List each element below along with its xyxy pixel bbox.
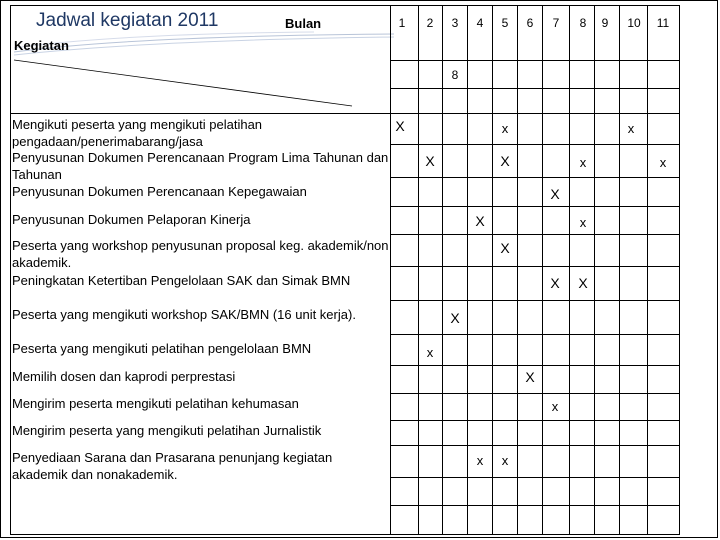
- activity-row: Mengikuti peserta yang mengikuti pelatihan pengadaan/penerimabarang/jasa: [12, 117, 263, 149]
- schedule-mark: X: [550, 186, 560, 202]
- month-header-4: 4: [476, 16, 484, 30]
- month-header-3: 3: [451, 16, 459, 30]
- schedule-mark: x: [627, 121, 635, 136]
- sub-month-label: 8: [451, 68, 459, 82]
- schedule-mark: x: [659, 155, 667, 170]
- activity-row: Penyusunan Dokumen Pelaporan Kinerja: [12, 212, 251, 227]
- month-header-label: Bulan: [285, 16, 322, 31]
- activity-row: Penyusunan Dokumen Perencanaan Kepegawaian: [12, 184, 307, 199]
- month-header-2: 2: [426, 16, 434, 30]
- schedule-mark: X: [578, 275, 588, 291]
- schedule-mark: x: [551, 399, 559, 414]
- schedule-mark: x: [501, 453, 509, 468]
- activity-row: Penyusunan Dokumen Perencanaan Program Lima Tahunan dan Tahunan: [12, 150, 389, 182]
- schedule-mark: x: [579, 215, 587, 230]
- schedule-mark: x: [579, 155, 587, 170]
- activity-row: Peserta yang workshop penyusunan proposal keg. akademik/non akademik.: [12, 238, 389, 270]
- activity-row: Peserta yang mengikuti workshop SAK/BMN (16 unit kerja).: [12, 307, 356, 322]
- activity-row: Mengirim peserta yang mengikuti pelatihan Jurnalistik: [12, 423, 322, 438]
- schedule-mark: x: [426, 345, 434, 360]
- header-diagonal-divider: [14, 60, 352, 106]
- activity-row: Peserta yang mengikuti pelatihan pengelolaan BMN: [12, 341, 312, 356]
- month-header-10: 10: [627, 16, 641, 30]
- schedule-mark: X: [395, 118, 405, 134]
- month-header-8: 8: [579, 16, 587, 30]
- schedule-mark: X: [425, 153, 435, 169]
- month-header-7: 7: [552, 16, 560, 30]
- schedule-mark: X: [525, 369, 535, 385]
- schedule-mark: X: [550, 275, 560, 291]
- activity-row: Penyediaan Sarana dan Prasarana penunjang kegiatan akademik dan nonakademik.: [12, 450, 333, 482]
- schedule-mark: X: [450, 310, 460, 326]
- activity-header-label: Kegiatan: [14, 38, 69, 53]
- schedule-mark: x: [476, 453, 484, 468]
- schedule-mark: X: [500, 240, 510, 256]
- schedule-mark: X: [500, 153, 510, 169]
- activity-row: Peningkatan Ketertiban Pengelolaan SAK dan Simak BMN: [12, 273, 351, 288]
- month-header-5: 5: [501, 16, 509, 30]
- month-header-6: 6: [526, 16, 534, 30]
- month-header-11: 11: [656, 16, 670, 30]
- schedule-mark: X: [475, 213, 485, 229]
- page-title: Jadwal kegiatan 2011: [36, 10, 219, 31]
- activity-row: Memilih dosen dan kaprodi perprestasi: [12, 369, 236, 384]
- schedule-mark: x: [501, 121, 509, 136]
- activity-row: Mengirim peserta mengikuti pelatihan kehumasan: [12, 396, 299, 411]
- month-header-9: 9: [601, 16, 609, 30]
- month-header-1: 1: [398, 16, 406, 30]
